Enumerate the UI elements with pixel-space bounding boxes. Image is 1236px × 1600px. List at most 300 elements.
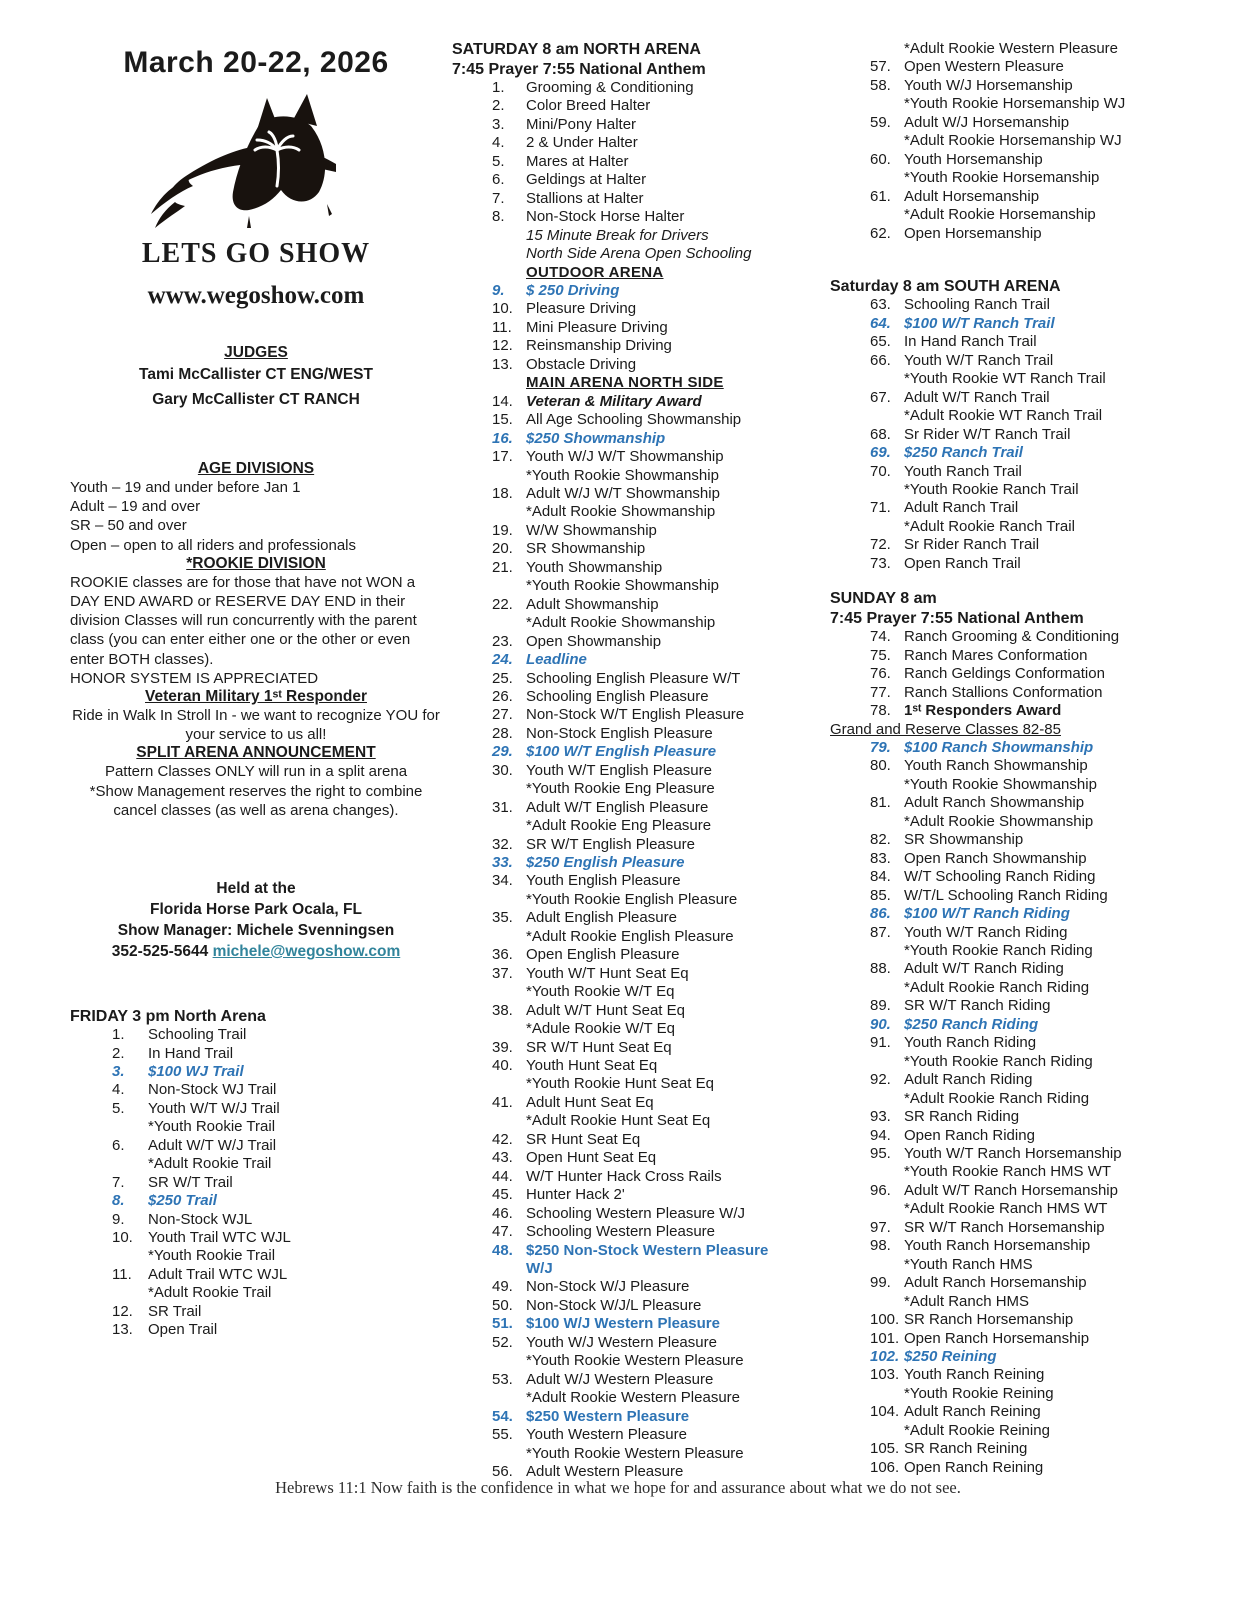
class-list-item [452,522,790,540]
class-number [112,1284,148,1302]
class-list-item [830,1459,1182,1477]
class-label: $250 English Pleasure [526,854,685,872]
class-label: Open Horsemanship [904,224,1042,242]
class-list-item [452,1278,790,1296]
class-label: Grooming & Conditioning [526,79,694,96]
class-number: 7. [492,189,505,207]
class-list-item [70,1118,442,1136]
class-list-item [452,190,790,208]
class-list-item [830,315,1182,333]
class-label: Adult Trail WTC WJL [148,1265,288,1283]
class-number: 86. [870,905,891,923]
class-number [870,1200,904,1218]
class-label: North Side Arena Open Schooling [526,245,752,263]
class-list-item [830,463,1182,481]
class-label: *Youth Rookie Ranch Trail [904,481,1079,499]
class-number: 81. [870,794,891,812]
class-list-item [830,702,1182,720]
class-label: *Youth Rookie W/T Eq [526,983,675,1001]
class-list-item [830,1293,1182,1311]
class-number: 22. [492,595,513,613]
class-label: *Adult Rookie Horsemanship [904,206,1096,224]
class-number: 16. [492,429,513,447]
class-number: 53. [492,1370,513,1388]
class-label: *Adult Rookie Ranch Riding [904,978,1090,996]
class-number: 6. [492,171,505,189]
class-label: Youth W/T Hunt Seat Eq [526,964,689,982]
email-link[interactable]: michele@wegoshow.com [212,943,401,961]
class-number: 100. [870,1311,900,1329]
class-label: Obstacle Driving [526,355,637,373]
class-number: 75. [870,646,891,664]
class-label: SR Hunt Seat Eq [526,1130,641,1148]
class-label: Ranch Grooming & Conditioning [904,628,1120,646]
class-list-item [830,721,1182,739]
class-label: $250 Ranch Riding [904,1015,1039,1033]
class-label: *Adult Rookie English Pleasure [526,927,734,945]
class-number [870,370,904,388]
class-list-item [830,1274,1182,1292]
class-number: 42. [492,1130,513,1148]
class-label: W/T/L Schooling Ranch Riding [904,886,1108,904]
class-number: 56. [492,1462,513,1480]
class-label: *Youth Rookie Trail [148,1118,276,1136]
class-list-item [452,854,790,872]
class-number: 17. [492,448,513,466]
class-list-item [452,134,790,152]
judge-name: Gary McCallister CT RANCH [152,391,360,408]
class-list-item [452,97,790,115]
class-label: $100 WJ Trail [148,1062,244,1080]
class-label: All Age Schooling Showmanship [526,411,742,429]
class-label: *Youth Ranch HMS [904,1255,1033,1273]
class-label: *Adult Rookie Reining [904,1421,1050,1439]
class-number [492,614,526,632]
class-number [870,813,904,831]
class-list-item [830,887,1182,905]
class-number: 23. [492,632,513,650]
class-label: Adult Ranch Trail [904,499,1019,517]
left-column [70,40,442,1340]
class-label: Youth Hunt Seat Eq [526,1057,658,1075]
class-number: 3. [112,1062,125,1080]
class-number: 30. [492,761,513,779]
class-number [492,1020,526,1038]
lets-go-show-logo [70,86,442,236]
class-label: Adult W/T W/J Trail [148,1136,277,1154]
class-number: 46. [492,1204,513,1222]
contact-line [70,941,442,962]
class-number [492,1112,526,1130]
class-label: SR W/T Ranch Riding [904,997,1051,1015]
class-number: 88. [870,960,891,978]
class-list-item [830,647,1182,665]
class-list-item [830,1256,1182,1274]
class-list-item [830,499,1182,517]
class-label: SR W/T Trail [148,1173,233,1191]
class-list-item [830,684,1182,702]
class-label: *Youth Rookie Showmanship [526,466,719,484]
class-number: 25. [492,669,513,687]
class-list-item [830,997,1182,1015]
honor-system-line: HONOR SYSTEM IS APPRECIATED [70,669,319,687]
class-number: 55. [492,1426,513,1444]
class-number [492,817,526,835]
class-label: Color Breed Halter [526,97,651,115]
class-label: Schooling Trail [148,1026,247,1044]
class-label: Sr Rider Ranch Trail [904,536,1040,554]
class-list-item [830,1237,1182,1255]
class-list-item [830,794,1182,812]
class-list-item [452,1371,790,1389]
class-label: *Adult Rookie Showmanship [526,614,716,632]
middle-column [452,40,790,1481]
class-list-item [452,1223,790,1241]
class-label: Adult W/T Hunt Seat Eq [526,1001,685,1019]
class-number: 45. [492,1186,513,1204]
class-list-item [830,1348,1182,1366]
class-label: *Adult Rookie Trail [148,1155,272,1173]
class-label: In Hand Ranch Trail [904,333,1037,351]
class-number [112,1118,148,1136]
class-number [492,227,526,245]
class-label: OUTDOOR ARENA [526,263,664,281]
management-note: *Show Management reserves the right to combine cancel classes (as well as arena changes). [89,782,423,819]
class-number: 97. [870,1218,891,1236]
class-list-item [452,1094,790,1112]
age-division-line: Adult – 19 and over [70,498,201,516]
class-number: 82. [870,831,891,849]
class-number: 1. [112,1026,125,1044]
class-list-item [830,426,1182,444]
class-number: 39. [492,1038,513,1056]
class-list-item [830,850,1182,868]
class-list-item [452,245,790,263]
class-list-item [452,559,790,577]
class-label: Adult W/T Ranch Riding [904,960,1064,978]
class-number: 78. [870,702,891,720]
class-list-item [452,1131,790,1149]
class-number: 19. [492,521,513,539]
class-list-item [452,1389,790,1407]
class-list-item [70,1303,442,1321]
class-label: Open Ranch Riding [904,1126,1035,1144]
class-number: 31. [492,798,513,816]
class-label: $100 W/T Ranch Trail [904,314,1055,332]
class-label: Stallions at Halter [526,189,644,207]
class-label: $250 Non-Stock Western Pleasure W/J [526,1241,769,1277]
class-list-item [70,1174,442,1192]
class-list-item [452,1149,790,1167]
class-list-item [830,924,1182,942]
class-label: In Hand Trail [148,1044,234,1062]
class-label: Non-Stock WJ Trail [148,1081,277,1099]
class-number: 69. [870,444,891,462]
class-number: 52. [492,1333,513,1351]
class-number: 98. [870,1237,891,1255]
class-label: Open Western Pleasure [904,58,1064,76]
class-label: Schooling Western Pleasure W/J [526,1204,745,1222]
class-list-item [830,333,1182,351]
judges-heading: JUDGES [224,344,288,361]
class-number: 4. [112,1081,125,1099]
class-label: *Adult Rookie Trail [148,1284,272,1302]
class-number: 20. [492,540,513,558]
class-list-item [452,448,790,466]
class-number: 43. [492,1149,513,1167]
class-label: Non-Stock W/J Pleasure [526,1278,690,1296]
saturday-north-heading: SATURDAY 8 am NORTH ARENA [452,41,701,58]
class-label: Youth English Pleasure [526,872,681,890]
class-list-item [830,444,1182,462]
class-list-item [830,1219,1182,1237]
class-label: *Youth Rookie Western Pleasure [526,1352,744,1370]
class-number: 105. [870,1440,900,1458]
class-label: *Youth Rookie Western Pleasure [526,1444,744,1462]
class-number [870,1256,904,1274]
class-list-item [830,1145,1182,1163]
class-number: 11. [112,1265,132,1283]
class-number: 41. [492,1093,513,1111]
class-label: *Youth Rookie Reining [904,1384,1054,1402]
class-list-item [452,909,790,927]
class-label: *Adult Rookie Western Pleasure [904,40,1118,57]
class-label: Non-Stock English Pleasure [526,724,713,742]
class-list-item [452,467,790,485]
class-list-item [452,1168,790,1186]
class-label: Ranch Mares Conformation [904,646,1088,664]
class-label: *Youth Rookie English Pleasure [526,890,738,908]
class-list-item [830,739,1182,757]
class-list-item [452,1445,790,1463]
class-list-item [830,1200,1182,1218]
class-number [492,245,526,263]
class-label: Youth Ranch Horsemanship [904,1237,1091,1255]
class-number: 38. [492,1001,513,1019]
class-list-item [830,1440,1182,1458]
class-label: *Adult Rookie WT Ranch Trail [904,407,1103,425]
class-list-item [452,1020,790,1038]
class-number: 27. [492,706,513,724]
class-number [492,503,526,521]
class-number: 58. [870,76,891,94]
class-label: Ranch Geldings Conformation [904,665,1105,683]
class-number: 21. [492,558,513,576]
class-number: 93. [870,1108,891,1126]
class-number [870,776,904,794]
class-list-item [452,503,790,521]
class-number: 54. [492,1407,513,1425]
class-number [492,264,526,282]
class-number: 61. [870,187,891,205]
judge-name: Tami McCallister CT ENG/WEST [139,366,373,383]
class-list-item [70,1081,442,1099]
class-label: 2 & Under Halter [526,134,638,152]
class-number [870,407,904,425]
class-list-item [452,300,790,318]
class-label: Hunter Hack 2' [526,1186,625,1204]
class-list-item [452,577,790,595]
class-list-item [830,1034,1182,1052]
class-label: Adult W/T Ranch Horsemanship [904,1181,1118,1199]
class-number: 59. [870,113,891,131]
class-number: 62. [870,224,891,242]
class-number: 48. [492,1241,513,1259]
class-label: W/T Schooling Ranch Riding [904,868,1096,886]
class-label: SR Showmanship [526,540,646,558]
class-list-item [452,79,790,97]
class-number: 9. [492,281,505,299]
class-label: $100 W/J Western Pleasure [526,1315,720,1333]
class-list-item [830,979,1182,997]
class-number: 15. [492,411,513,429]
class-number [492,374,526,392]
class-number: 72. [870,536,891,554]
class-label: SR Showmanship [904,831,1024,849]
class-label: $100 Ranch Showmanship [904,739,1094,756]
class-label: Grand and Reserve Classes 82-85 [830,720,1061,738]
class-list-item [830,114,1182,132]
class-label: *Adult Rookie Ranch Trail [904,517,1075,535]
class-list-item [70,1266,442,1284]
class-number [870,979,904,997]
class-list-item [452,1426,790,1444]
class-list-item [830,225,1182,243]
class-number: 7. [112,1173,125,1191]
class-list-item [830,296,1182,314]
class-list-item [452,227,790,245]
class-label: W/T Hunter Hack Cross Rails [526,1167,722,1185]
class-number: 5. [112,1099,125,1117]
class-label: SR Trail [148,1302,202,1320]
class-label: 15 Minute Break for Drivers [526,226,709,244]
class-number: 35. [492,909,513,927]
class-label: Youth Western Pleasure [526,1426,687,1444]
class-label: SR Ranch Riding [904,1108,1020,1126]
class-number: 103. [870,1366,900,1384]
class-label: Open Ranch Horsemanship [904,1329,1090,1347]
class-label: W/W Showmanship [526,521,657,539]
class-label: *Adult Rookie Western Pleasure [526,1389,740,1407]
horse-logo-icon [131,86,381,236]
class-list-item [452,596,790,614]
class-list-item [452,762,790,780]
class-label: $250 Western Pleasure [526,1407,690,1425]
class-number [870,132,904,150]
class-label: *Adult Rookie Hunt Seat Eq [526,1112,711,1130]
class-label: MAIN ARENA NORTH SIDE [526,374,724,392]
class-number: 49. [492,1278,513,1296]
class-number: 5. [492,152,505,170]
class-number: 70. [870,462,891,480]
class-list-item [830,370,1182,388]
class-label: Pleasure Driving [526,300,637,318]
class-label: Youth Horsemanship [904,150,1043,168]
class-label: Adult English Pleasure [526,909,677,927]
class-label: Non-Stock Horse Halter [526,208,685,226]
class-number: 92. [870,1071,891,1089]
class-number: 37. [492,964,513,982]
class-label: *Adult Rookie Horsemanship WJ [904,132,1122,150]
class-label: Adult W/J Western Pleasure [526,1370,714,1388]
class-list-item [830,188,1182,206]
class-number: 18. [492,484,513,502]
class-label: Youth W/T Ranch Horsemanship [904,1144,1122,1162]
class-number [870,1090,904,1108]
saturday-south-class-list [830,296,1182,573]
class-number: 8. [492,208,505,226]
class-list-item [452,116,790,134]
class-label: *Adult Rookie Ranch Riding [904,1089,1090,1107]
class-number: 66. [870,351,891,369]
class-label: Mares at Halter [526,152,629,170]
class-number: 40. [492,1057,513,1075]
class-list-item [830,665,1182,683]
class-list-item [452,1075,790,1093]
class-number: 95. [870,1144,891,1162]
class-list-item [70,1229,442,1247]
class-number [870,1163,904,1181]
class-number [870,95,904,113]
class-number: 91. [870,1034,891,1052]
class-list-item [70,1192,442,1210]
class-list-item [452,393,790,411]
class-list-item [452,171,790,189]
class-list-item [452,836,790,854]
class-number: 44. [492,1167,513,1185]
class-label: Youth Ranch Showmanship [904,757,1088,775]
class-label: Open Ranch Showmanship [904,849,1087,867]
class-list-item [452,946,790,964]
class-list-item [452,1297,790,1315]
class-number: 51. [492,1315,513,1333]
class-number: 57. [870,58,891,76]
class-list-item [452,799,790,817]
class-label: Non-Stock WJL [148,1210,253,1228]
class-list-item [830,1330,1182,1348]
class-label: Open Ranch Trail [904,554,1021,572]
class-label: *Youth Rookie Eng Pleasure [526,780,715,798]
class-list-item [452,1057,790,1075]
class-label: Youth Trail WTC WJL [148,1229,291,1247]
class-number: 50. [492,1296,513,1314]
class-number: 26. [492,687,513,705]
class-list-item [830,481,1182,499]
class-list-item [452,208,790,226]
logo-wordmark: LETS GO SHOW [141,238,371,269]
class-list-item [452,356,790,374]
class-list-item [830,1108,1182,1126]
class-list-item [452,725,790,743]
class-list-item [830,960,1182,978]
class-number: 77. [870,683,891,701]
class-list-item [452,264,790,282]
class-label: *Youth Rookie Showmanship [526,577,719,595]
class-label: $250 Ranch Trail [904,444,1023,462]
class-number: 68. [870,425,891,443]
class-number: 13. [112,1321,133,1339]
class-number [870,40,904,58]
class-label: Adult Ranch Riding [904,1071,1033,1089]
class-label: $100 W/T Ranch Riding [904,905,1070,923]
class-list-item [830,352,1182,370]
class-number: 99. [870,1274,891,1292]
class-label: Youth W/J W/T Showmanship [526,448,724,466]
class-list-item [830,1163,1182,1181]
class-label: SR W/T English Pleasure [526,835,695,853]
class-label: Adult W/J W/T Showmanship [526,484,720,502]
class-label: 1ˢᵗ Responders Award [904,702,1062,720]
